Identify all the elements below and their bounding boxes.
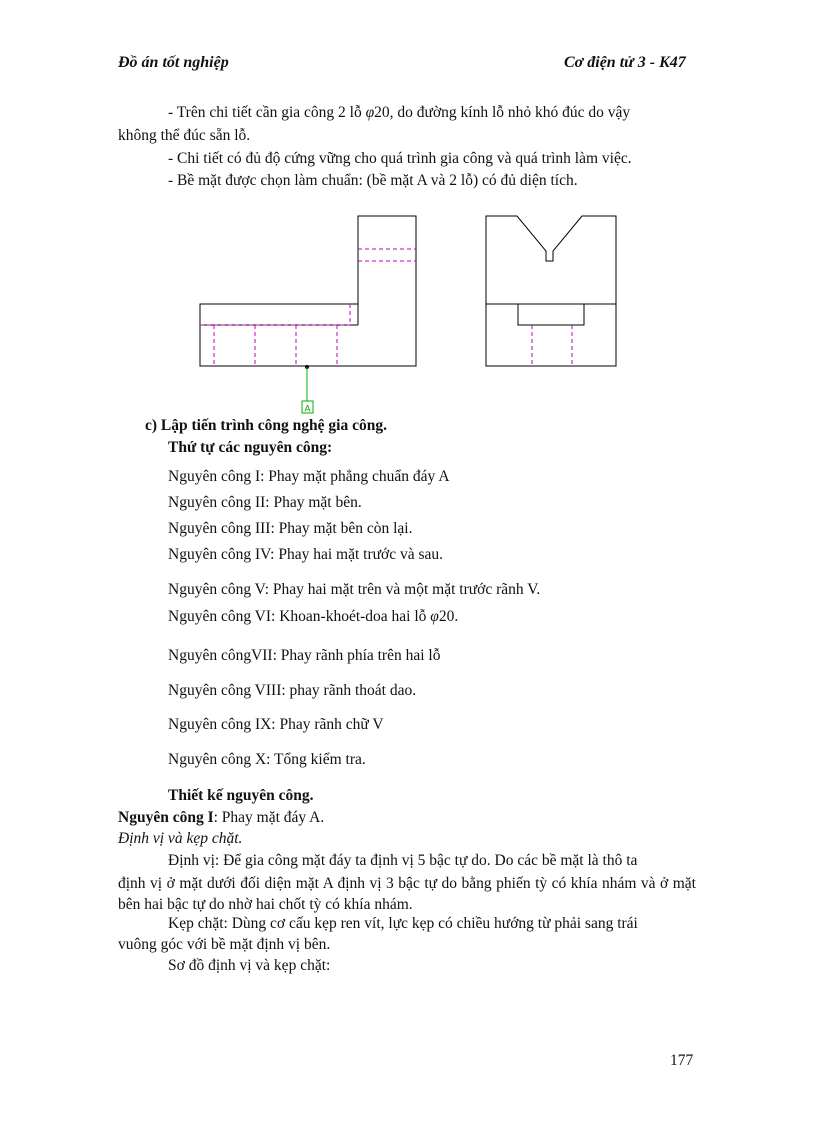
intro-line-1-cont: không thể đúc sẵn lỗ. — [118, 127, 251, 144]
operation-3: Nguyên công III: Phay mặt bên còn lại. — [168, 520, 413, 537]
para-locating-first: Định vị: Để gia công mặt đáy ta định vị 5 bậc tự do. Do các bề mặt là thô ta — [168, 852, 638, 869]
operation-1: Nguyên công I: Phay mặt phẳng chuẩn đáy A — [168, 468, 450, 485]
section-c-heading: c) Lập tiến trình công nghệ gia công. — [145, 417, 387, 434]
operation-6-text: Nguyên công VI: Khoan-khoét-doa hai lỗ — [168, 608, 431, 625]
operation-6-phi: φ — [430, 608, 439, 625]
intro-line-1-pre: - Trên chi tiết cần gia công 2 lỗ — [168, 104, 366, 121]
header-left: Đồ án tốt nghiệp — [118, 54, 229, 71]
design-heading: Thiết kế nguyên công. — [168, 787, 314, 804]
operation-10: Nguyên công X: Tổng kiểm tra. — [168, 751, 366, 768]
header-right: Cơ điện tử 3 - K47 — [564, 54, 686, 71]
intro-line-2: - Chi tiết có đủ độ cứng vững cho quá trình gia công và quá trình làm việc. — [168, 150, 632, 167]
phi-value: 20 — [374, 104, 390, 121]
left-view-outline — [200, 216, 416, 366]
op1-label: Nguyên công I — [118, 809, 214, 826]
operation-9: Nguyên công IX: Phay rãnh chữ V — [168, 716, 384, 733]
page-number: 177 — [670, 1052, 694, 1069]
scheme-caption: Sơ đồ định vị và kẹp chặt: — [168, 957, 331, 974]
op1-text: : Phay mặt đáy A. — [213, 809, 325, 826]
para-locating-rest: định vị ở mặt dưới đối diện mặt A định vị 3 bậc tự do bằng phiến tỳ có khía nhám và ở mặt bên hai bậc tự do nhờ hai chốt tỳ có khía nhám. — [118, 875, 696, 913]
operation-5: Nguyên công V: Phay hai mặt trên và một mặt trước rãnh V. — [168, 581, 541, 598]
right-view-outline — [486, 216, 616, 366]
right-view-slot — [518, 304, 584, 325]
operation-4: Nguyên công IV: Phay hai mặt trước và sau. — [168, 546, 444, 563]
datum-label: A — [304, 403, 311, 414]
operations-subheading: Thứ tự các nguyên công: — [168, 439, 333, 456]
intro-line-1-post: , do đường kính lỗ nhỏ khó đúc do vậy — [389, 104, 631, 121]
op1-line — [118, 809, 324, 827]
operation-8: Nguyên công VIII: phay rãnh thoát dao. — [168, 682, 417, 699]
para-clamping-first: Kẹp chặt: Dùng cơ cấu kẹp ren vít, lực kẹp có chiều hướng từ phải sang trái — [168, 915, 638, 932]
phi-symbol: φ — [365, 104, 375, 121]
operation-2: Nguyên công II: Phay mặt bên. — [168, 494, 362, 511]
operation-7: Nguyên côngVII: Phay rãnh phía trên hai lỗ — [168, 647, 441, 664]
operation-6 — [168, 608, 458, 626]
locate-clamp-heading: Định vị và kẹp chặt. — [118, 830, 243, 847]
para-clamping-rest: vuông góc với bề mặt định vị bên. — [118, 936, 331, 953]
operation-6-num: 20. — [438, 608, 459, 625]
intro-line-3: - Bề mặt được chọn làm chuẩn: (bề mặt A và 2 lỗ) có đủ diện tích. — [168, 172, 578, 189]
